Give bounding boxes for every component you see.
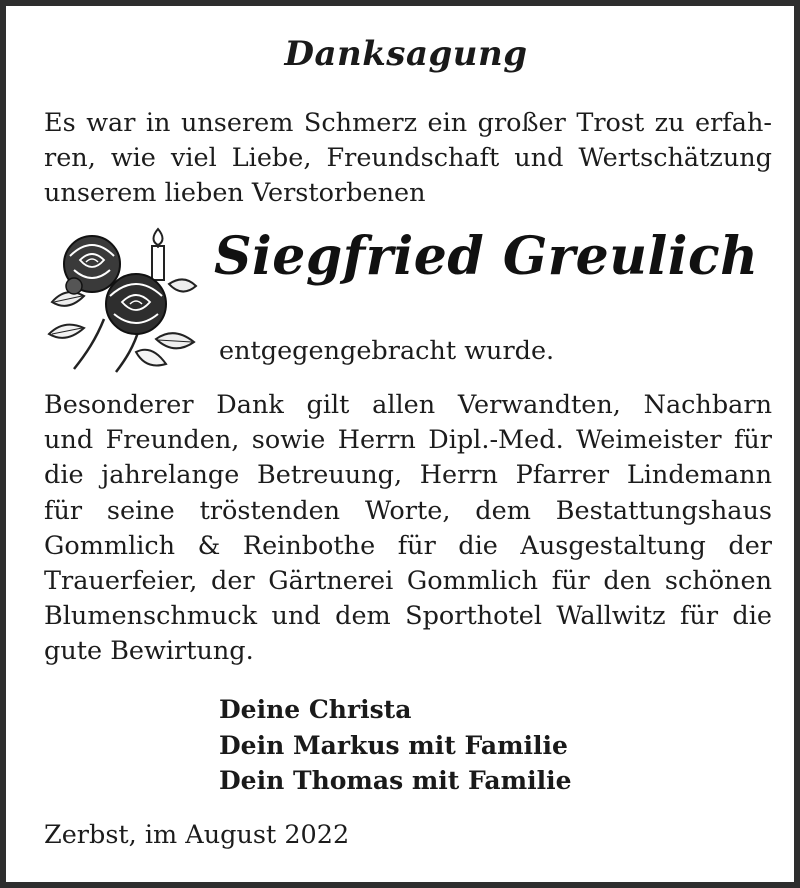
thanks-line: Trauerfeier, der Gärtnerei Gommlich für den schönen bbox=[44, 566, 772, 597]
intro-paragraph bbox=[44, 106, 772, 211]
thanks-line: für seine tröstenden Worte, dem Bestattungshaus bbox=[44, 495, 772, 526]
intro-line: Es war in unserem Schmerz ein großer Trost zu erfah- bbox=[44, 108, 772, 138]
thanks-line: gute Bewirtung. bbox=[44, 636, 254, 667]
thanks-line: Besonderer Dank gilt allen Verwandten, Nachbarn bbox=[44, 390, 772, 420]
signature-block bbox=[219, 692, 571, 799]
intro-line: unserem lieben Verstorbenen bbox=[44, 178, 426, 208]
deceased-name: Siegfried Greulich bbox=[214, 226, 759, 287]
name-continuation: entgegengebracht wurde. bbox=[219, 336, 555, 366]
signature-line: Dein Thomas mit Familie bbox=[219, 766, 572, 795]
thanks-paragraph bbox=[44, 388, 772, 670]
signature-line: Dein Markus mit Familie bbox=[219, 730, 568, 760]
thanks-line: die jahrelange Betreuung, Herrn Pfarrer Lindemann bbox=[44, 460, 772, 491]
thanks-line: Gommlich & Reinbothe für die Ausgestaltung der bbox=[44, 530, 772, 561]
signature-line: Deine Christa bbox=[219, 695, 412, 724]
thanks-line: Blumenschmuck und dem Sporthotel Wallwitz für die bbox=[44, 601, 772, 632]
thanks-line: und Freunden, sowie Herrn Dipl.-Med. Weimeister für bbox=[44, 425, 772, 456]
notice-heading: Danksagung bbox=[284, 34, 528, 74]
roses-candle-icon bbox=[44, 224, 204, 374]
intro-line: ren, wie viel Liebe, Freundschaft und Wertschätzung bbox=[44, 143, 772, 173]
place-date: Zerbst, im August 2022 bbox=[44, 820, 350, 850]
